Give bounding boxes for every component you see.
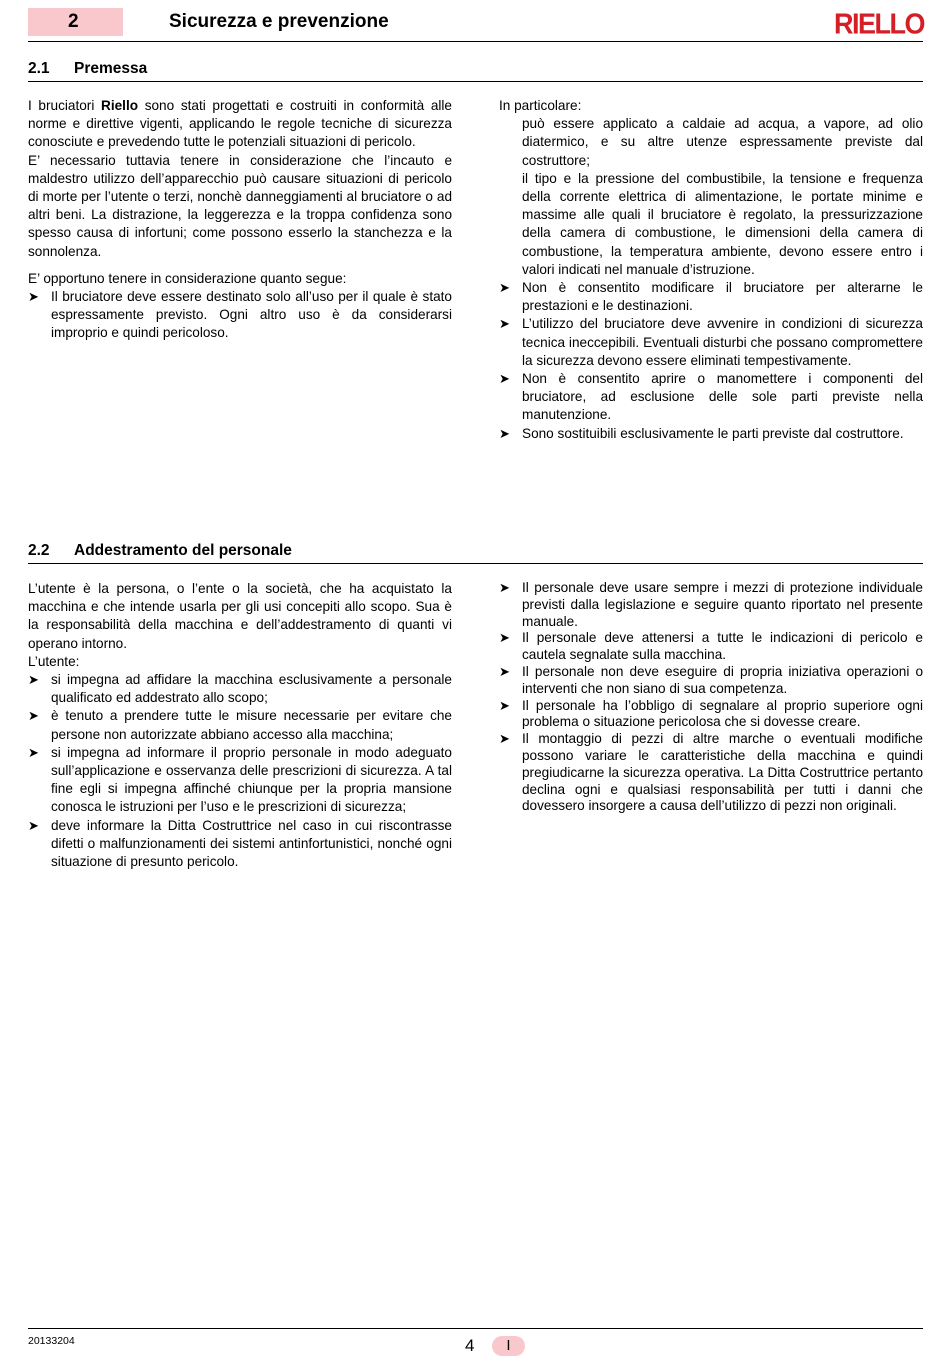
list-item: ➤ Il bruciatore deve essere destinato solo all’uso per il quale è stato espressamente previsto. Ogni altro uso è da considerarsi improprio e quindi pericoloso.: [28, 289, 452, 341]
paragraph: In particolare:: [499, 98, 582, 113]
list-item: ➤ Il personale deve usare sempre i mezzi di protezione individuale previsti dalla legislazione e seguire quanto riportato nel presente manuale.: [499, 580, 923, 629]
list-item: ➤ Il personale deve attenersi a tutte le indicazioni di pericolo e cautela segnalate sulla macchina.: [499, 630, 923, 663]
riello-logo: RIELLO: [834, 8, 924, 40]
chapter-title: Sicurezza e prevenzione: [169, 11, 389, 32]
paragraph: E’ necessario tuttavia tenere in considerazione che l’incauto e maldestro utilizzo dell’apparecchio può causare situazioni di pericolo di morte per l’utente o terzi, nonchè danneggiamenti al bruciatore o ad altri beni. La distrazione, la leggerezza e la troppa confidenza sono spesso causa di infortuni; come possono esserlo la stanchezza e la sonnolenza.: [28, 152, 452, 259]
document-code: 20133204: [28, 1335, 75, 1347]
paragraph: può essere applicato a caldaie ad acqua, a vapore, ad olio diatermico, e su altre utenze espressamente previste dal costruttore;: [522, 116, 923, 168]
list-item: ➤ è tenuto a prendere tutte le misure necessarie per evitare che persone non autorizzate abbiano accesso alla macchina;: [28, 708, 452, 742]
section-title: Premessa: [74, 60, 148, 77]
addestramento-left-column: [28, 580, 452, 871]
premessa-left-column: [28, 97, 452, 343]
page-number: 4: [465, 1336, 475, 1355]
arrow-bullet-icon: ➤: [499, 630, 510, 646]
language-badge: I: [492, 1336, 525, 1356]
arrow-bullet-icon: ➤: [28, 817, 39, 833]
brand-name: Riello: [101, 98, 139, 113]
arrow-bullet-icon: ➤: [499, 580, 510, 595]
section-number: 2.2: [28, 542, 50, 559]
arrow-bullet-icon: ➤: [499, 371, 510, 387]
list-item: ➤ si impegna ad informare il proprio personale in modo adeguato sull’applicazione e osservanza delle prescrizioni di sicurezza. A tal fine egli si impegna affinché chiunque per la propria mansione conosca le istruzioni per l’uso e le prescrizioni di sicurezza;: [28, 744, 452, 815]
arrow-bullet-icon: ➤: [28, 289, 39, 305]
arrow-bullet-icon: ➤: [499, 425, 510, 441]
arrow-bullet-icon: ➤: [28, 672, 39, 688]
paragraph: il tipo e la pressione del combustibile, la tensione e frequenza della corrente elettrica di alimentazione, le portate minime e massime alle quali il bruciatore è regolato, la pressurizzazione della camera di combustione, le dimensioni della camera di combustione, la temperatura ambiente, devono essere entro i valori indicati nel manuale d’istruzione.: [522, 170, 923, 277]
section-divider: [28, 81, 923, 82]
arrow-bullet-icon: ➤: [28, 744, 39, 760]
list-item: ➤ deve informare la Ditta Costruttrice nel caso in cui riscontrasse difetti o malfunzionamenti dei sistemi antinfortunistici, nonché ogni situazione di presunto pericolo.: [28, 817, 452, 870]
list-item: ➤ Il personale non deve eseguire di propria iniziativa operazioni o interventi che non siano di sua competenza.: [499, 663, 923, 696]
list-item: ➤ Non è consentito aprire o manomettere i componenti del bruciatore, ad esclusione delle sole parti previste nella manutenzione.: [499, 371, 923, 423]
chapter-number: 2: [28, 8, 123, 36]
premessa-right-column: [499, 97, 923, 443]
arrow-bullet-icon: ➤: [28, 708, 39, 724]
arrow-bullet-icon: ➤: [499, 731, 510, 747]
paragraph: I bruciatori Riello sono stati progettati e costruiti in conformità alle norme e direttive vigenti, applicando le regole tecniche di sicurezza conosciute e prevedendo tutte le potenziali situazioni di pericolo.: [28, 98, 452, 150]
arrow-bullet-icon: ➤: [499, 316, 510, 332]
arrow-bullet-icon: ➤: [499, 663, 510, 679]
footer-divider: [28, 1328, 923, 1329]
arrow-bullet-icon: ➤: [499, 280, 510, 296]
paragraph: E’ opportuno tenere in considerazione quanto segue:: [28, 270, 347, 286]
paragraph: L’utente:: [28, 653, 80, 669]
list-item: ➤ Non è consentito modificare il bruciatore per alterarne le prestazioni e le destinazioni.: [499, 280, 923, 314]
header-divider: [28, 41, 923, 42]
section-heading-premessa: [28, 59, 147, 79]
section-divider: [28, 563, 923, 564]
paragraph: L’utente è la persona, o l’ente o la società, che ha acquistato la macchina e che intende usarla per gli usi concepiti allo scopo. Sua è la responsabilità della macchina e dell’addestramento di quanti vi operano intorno.: [28, 581, 452, 651]
list-item: ➤ si impegna ad affidare la macchina esclusivamente a personale qualificato ed addestrato allo scopo;: [28, 672, 452, 706]
section-number: 2.1: [28, 60, 50, 77]
section-heading-addestramento: [28, 541, 292, 561]
list-item: ➤ Sono sostituibili esclusivamente le parti previste dal costruttore.: [499, 425, 923, 443]
list-item: ➤ L’utilizzo del bruciatore deve avvenire in condizioni di sicurezza tecnica ineccepibili. Eventuali disturbi che possano compromettere la sicurezza devono essere eliminati tempestivamente.: [499, 316, 923, 368]
arrow-bullet-icon: ➤: [499, 697, 510, 713]
list-item: ➤ Il personale ha l’obbligo di segnalare al proprio superiore ogni problema o situazione pericolosa che si dovesse creare.: [499, 697, 923, 730]
addestramento-right-column: [499, 580, 923, 815]
list-item: ➤ Il montaggio di pezzi di altre marche o eventuali modifiche possono variare le caratteristiche della macchina e quindi pregiudicarne la sicurezza operativa. La Ditta Costruttrice pertanto declina ogni e qualsiasi responsabilità per tutti i danni che dovessero insorgere a causa dell’utilizzo di pezzi non originali.: [499, 731, 923, 814]
section-title: Addestramento del personale: [74, 542, 292, 559]
